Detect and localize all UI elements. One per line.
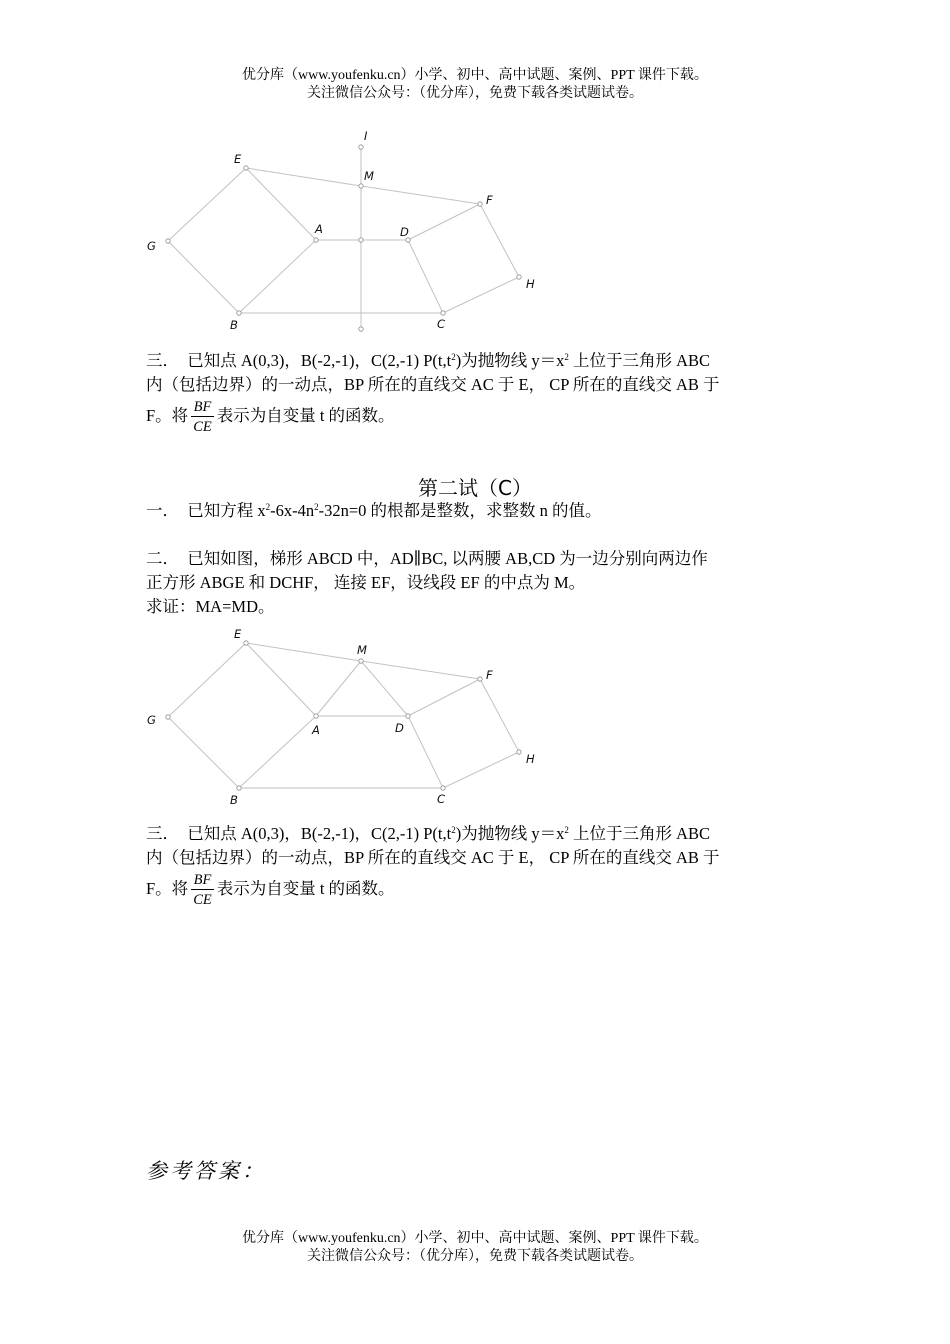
problem-2-line-3: 求证：MA=MD。 (146, 597, 275, 616)
problem-3-first (146, 349, 808, 435)
figure-1-segments (168, 147, 519, 329)
label-C: C (437, 317, 446, 331)
point-C (441, 786, 445, 790)
point-M (359, 184, 363, 188)
point-A (314, 238, 318, 242)
problem-number: 三． (146, 351, 179, 370)
point-F (478, 677, 482, 681)
segment-GB (168, 717, 239, 788)
segment-FH (480, 679, 519, 752)
problem-number: 一． (146, 501, 179, 520)
point-F (478, 202, 482, 206)
segment-AB (239, 716, 316, 788)
figure-1-points (166, 145, 521, 331)
problem-3-first-line-1: 三． 已知点 A(0,3)，B(-2,-1)，C(2,-1) $P(t,t^2)$为抛物线 $y=x^2$ 上位于三角形 ABC (146, 351, 711, 370)
label-D: D (400, 225, 409, 239)
label-F: F (486, 668, 493, 682)
point-M (359, 659, 363, 663)
footer-line-2: 关注微信公众号：（优分库），免费下载各类试题试卷。 (307, 1249, 643, 1264)
figure-2-labels (147, 627, 535, 807)
reference-answer-heading: 参考答案： (146, 1159, 266, 1183)
page-header (0, 67, 950, 103)
page-footer (0, 1230, 950, 1266)
problem-3-second-line-1: 三． 已知点 A(0,3)，B(-2,-1)，C(2,-1) $P(t,t^2)$为抛物线 $y=x^2$ 上位于三角形 ABC (146, 824, 711, 843)
label-I: I (364, 129, 368, 143)
segment-EA (246, 643, 316, 716)
segment-CH (443, 752, 519, 788)
segment-CH (443, 277, 519, 313)
segment-DC (408, 716, 443, 788)
figure-2-segments (168, 643, 519, 788)
segment-EM (246, 168, 361, 186)
header-line-1: 优分库（www.youfenku.cn）小学、初中、高中试题、案例、PPT 课件下载。 (242, 68, 708, 83)
footer-line-1: 优分库（www.youfenku.cn）小学、初中、高中试题、案例、PPT 课件下载。 (242, 1231, 708, 1246)
point-B (237, 311, 241, 315)
problem-3-second-line-2: 内（包括边界）的一动点，BP 所在的直线交 AC 于 E， CP 所在的直线交 AB 于 (146, 848, 720, 867)
point-G (166, 715, 170, 719)
segment-MF (361, 186, 480, 204)
figure-2-geometry (0, 620, 950, 815)
fraction-bf-over-ce: $\frac{BF}{CE}$ (193, 399, 212, 435)
point-E (244, 641, 248, 645)
segment-DF (408, 679, 480, 716)
segment-DC (408, 240, 443, 313)
problem-3-second-line-3: F。将 $\frac{BF}{CE}$ 表示为自变量 t 的函数。 (146, 872, 395, 908)
segment-GB (168, 241, 239, 313)
segment-DF (408, 204, 480, 240)
segment-EM (246, 643, 361, 661)
figure-1-labels (147, 129, 535, 332)
point-mid-AD (359, 238, 363, 242)
point-A (314, 714, 318, 718)
label-M: M (364, 169, 374, 183)
point-H (517, 750, 521, 754)
point-H (517, 275, 521, 279)
problem-3-second (146, 822, 808, 908)
label-A: A (312, 723, 320, 737)
label-E: E (234, 627, 242, 641)
label-E: E (234, 152, 242, 166)
label-B: B (230, 318, 238, 332)
segment-AB (239, 240, 316, 313)
figure-1-geometry (0, 120, 950, 340)
problem-3-first-line-3: F。将 $\frac{BF}{CE}$ 表示为自变量 t 的函数。 (146, 399, 395, 435)
label-B: B (230, 793, 238, 807)
segment-FH (480, 204, 519, 277)
point-bottom (359, 327, 363, 331)
label-A: A (315, 222, 323, 236)
segment-GE (168, 168, 246, 241)
point-C (441, 311, 445, 315)
label-G: G (147, 239, 156, 253)
fraction-bf-over-ce: $\frac{BF}{CE}$ (193, 872, 212, 908)
segment-GE (168, 643, 246, 717)
problem-1: 一． 已知方程 $x^2-6x-4n^2-32n=0$ 的根都是整数，求整数 n 的值。 (146, 501, 602, 520)
label-F: F (486, 193, 493, 207)
label-C: C (437, 792, 446, 806)
problem-number: 三． (146, 824, 179, 843)
label-G: G (147, 713, 156, 727)
segment-MA (316, 661, 361, 716)
problem-2-line-2: 正方形 ABGE 和 DCHF， 连接 EF，设线段 EF 的中点为 M。 (146, 573, 586, 592)
section-title: 第二试（C） (418, 476, 532, 500)
point-I (359, 145, 363, 149)
segment-MF (361, 661, 480, 679)
header-line-2: 关注微信公众号：（优分库），免费下载各类试题试卷。 (307, 86, 643, 101)
label-D: D (395, 721, 404, 735)
label-H: H (526, 277, 535, 291)
label-H: H (526, 752, 535, 766)
point-D (406, 714, 410, 718)
problem-2-line-1: 二． 已知如图，梯形 ABCD 中，AD∥BC, 以两腰 AB,CD 为一边分别向两边作 (146, 549, 708, 568)
problem-3-first-line-2: 内（包括边界）的一动点，BP 所在的直线交 AC 于 E， CP 所在的直线交 AB 于 (146, 375, 720, 394)
segment-EA (246, 168, 316, 240)
label-M: M (357, 643, 367, 657)
segment-MD (361, 661, 408, 716)
point-E (244, 166, 248, 170)
problem-2 (146, 547, 808, 619)
point-B (237, 786, 241, 790)
problem-number: 二． (146, 549, 179, 568)
point-G (166, 239, 170, 243)
